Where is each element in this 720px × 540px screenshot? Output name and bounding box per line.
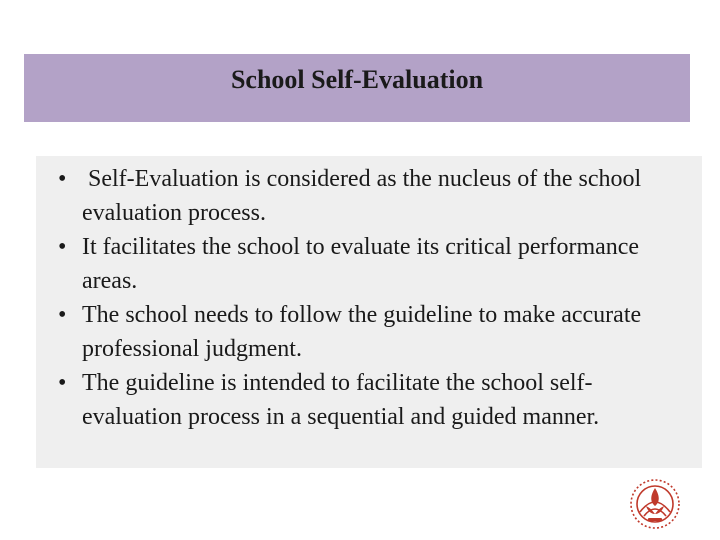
bullet-icon: • <box>58 234 67 260</box>
bullet-icon: • <box>58 166 67 192</box>
bullet-icon: • <box>58 370 67 396</box>
bullet-list <box>58 162 678 434</box>
title-banner <box>24 54 690 122</box>
bullet-item <box>58 298 678 366</box>
bullet-item <box>58 162 678 230</box>
bullet-text: Self-Evaluation is considered as the nucleus of the school evaluation process. <box>82 166 648 226</box>
bullet-item <box>58 366 678 434</box>
institution-emblem-icon <box>626 476 684 530</box>
slide-title: School Self-Evaluation <box>230 65 484 94</box>
content-box <box>36 156 702 468</box>
bullet-icon: • <box>58 302 67 328</box>
bullet-text: It facilitates the school to evaluate its critical performance areas. <box>82 234 640 294</box>
bullet-item <box>58 230 678 298</box>
bullet-text: The school needs to follow the guideline to make accurate professional judgment. <box>82 302 642 362</box>
bullet-text: The guideline is intended to facilitate the school self-evaluation process in a sequential and guided manner. <box>82 370 600 430</box>
